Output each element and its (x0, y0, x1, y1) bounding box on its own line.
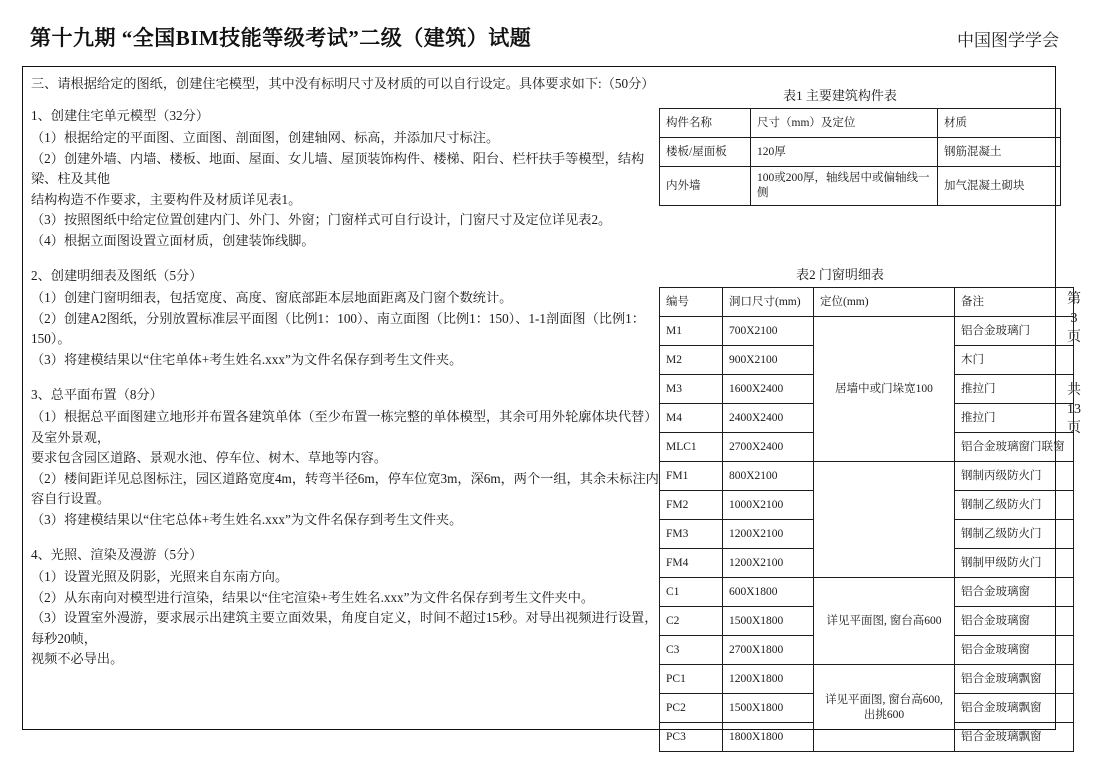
table2-r4-size: 2700X2400 (723, 433, 814, 462)
table2-r9-code: C1 (660, 578, 723, 607)
section-4-item-2: （2）从东南向对模型进行渲染，结果以“住宅渲染+考生姓名.xxx”为文件名保存到考生文件夹中。 (31, 589, 595, 605)
section-1-item-2: （2）创建外墙、内墙、楼板、地面、屋面、女儿墙、屋顶装饰构件、楼梯、阳台、栏杆扶手等模型，结构梁、柱及其他 (31, 150, 645, 186)
table2-r3-size: 2400X2400 (723, 404, 814, 433)
table2-r14-note: 铝合金玻璃飘窗 (955, 723, 1074, 752)
table2-col-header-code: 编号 (660, 288, 723, 317)
question-text-column (31, 73, 663, 684)
section-3-item-1: （1）根据总平面图建立地形并布置各建筑单体（至少布置一栋完整的单体模型，其余可用外轮廓体块代替）及室外景观， (31, 409, 658, 445)
table-row (660, 462, 1074, 491)
table2-position-doors: 居墙中或门垛宽100 (814, 317, 955, 462)
table2-r9-size: 600X1800 (723, 578, 814, 607)
content-frame (22, 66, 1065, 743)
question-intro: 三、请根据给定的图纸，创建住宅模型，其中没有标明尺寸及材质的可以自行设定。具体要求如下:（50分） (31, 76, 655, 91)
table2-col-header-size: 洞口尺寸(mm) (723, 288, 814, 317)
table2-r1-note: 木门 (955, 346, 1074, 375)
section-1-item-2-cont: 结构构造不作要求，主要构件及材质详见表1。 (31, 191, 302, 207)
section-1-item-1: （1）根据给定的平面图、立面图、剖面图，创建轴网、标高，并添加尺寸标注。 (31, 130, 500, 145)
table2-r7-code: FM3 (660, 520, 723, 549)
section-3-item-3: （3）将建模结果以“住宅总体+考生姓名.xxx”为文件名保存到考生文件夹。 (31, 511, 463, 527)
table2-r9-note: 铝合金玻璃窗 (955, 578, 1074, 607)
section-3 (31, 384, 663, 530)
table2-position-bay-windows: 详见平面图, 窗台高600, 出挑600 (814, 665, 955, 752)
table2-col-header-position: 定位(mm) (814, 288, 955, 317)
page-marker-total (1059, 381, 1089, 438)
table2-r5-size: 800X2100 (723, 462, 814, 491)
table2-r3-code: M4 (660, 404, 723, 433)
table2-r14-code: PC3 (660, 723, 723, 752)
tables-column (659, 85, 1065, 752)
table2-header-row (660, 288, 1074, 317)
table2-r12-size: 1200X1800 (723, 665, 814, 694)
table2-r13-note: 铝合金玻璃飘窗 (955, 694, 1074, 723)
page-marker-current (1059, 290, 1089, 347)
section-4-item-3-cont: 视频不必导出。 (31, 651, 124, 666)
table1-r1-size: 100或200厚，轴线居中或偏轴线一侧 (751, 167, 938, 206)
table2-r5-code: FM1 (660, 462, 723, 491)
table2-r1-code: M2 (660, 346, 723, 375)
table1-header-row (660, 109, 1061, 138)
table2-r3-note: 推拉门 (955, 404, 1074, 433)
section-2 (31, 265, 663, 370)
table2-r4-note: 铝合金玻璃窗门联窗 (955, 433, 1074, 462)
section-1-item-3: （3）按照图纸中给定位置创建内门、外门、外窗；门窗样式可自行设计，门窗尺寸及定位详见表2。 (31, 212, 612, 227)
table-row (660, 317, 1074, 346)
table2-r6-note: 钢制乙级防火门 (955, 491, 1074, 520)
table1-r1-material: 加气混凝土砌块 (938, 167, 1061, 206)
section-2-item-3: （3）将建模结果以“住宅单体+考生姓名.xxx”为文件名保存到考生文件夹。 (31, 351, 463, 367)
table2-r7-note: 钢制乙级防火门 (955, 520, 1074, 549)
table2-position-fire-doors (814, 462, 955, 578)
table2-r8-size: 1200X2100 (723, 549, 814, 578)
table2-r6-code: FM2 (660, 491, 723, 520)
table2-r2-size: 1600X2400 (723, 375, 814, 404)
table-door-window-schedule (659, 287, 1074, 752)
table2-r2-code: M3 (660, 375, 723, 404)
table2-r11-note: 铝合金玻璃窗 (955, 636, 1074, 665)
table1-r0-size: 120厚 (751, 138, 938, 167)
table-row (660, 138, 1061, 167)
document-title: 第十九期 “全国BIM技能等级考试”二级（建筑）试题 (30, 26, 532, 50)
section-3-item-2: （2）楼间距详见总图标注，园区道路宽度4m，转弯半径6m，停车位宽3m，深6m，两个一组，其余未标注内容自行设置。 (31, 470, 659, 506)
section-4-item-1: （1）设置光照及阴影，光照来自东南方向。 (31, 569, 289, 584)
table-spacer (659, 206, 1049, 264)
table2-r12-code: PC1 (660, 665, 723, 694)
table1-col-header-material: 材质 (938, 109, 1061, 138)
table2-r6-size: 1000X2100 (723, 491, 814, 520)
table1-col-header-size: 尺寸（mm）及定位 (751, 109, 938, 138)
section-1-item-4: （4）根据立面图设置立面材质，创建装饰线脚。 (31, 232, 315, 248)
page-marker-total-number: 13 (1067, 402, 1081, 417)
table2-r8-code: FM4 (660, 549, 723, 578)
table1-col-header-name: 构件名称 (660, 109, 751, 138)
table2-r14-size: 1800X1800 (723, 723, 814, 752)
table2-r7-size: 1200X2100 (723, 520, 814, 549)
table2-r2-note: 推拉门 (955, 375, 1074, 404)
section-4-heading: 4、光照、渲染及漫游（5分） (31, 547, 203, 562)
table-row (660, 665, 1074, 694)
page-header (0, 22, 1097, 62)
section-4-item-3: （3）设置室外漫游，要求展示出建筑主要立面效果，角度自定义，时间不超过15秒。对导出视频进行设置，每秒20帧， (31, 610, 658, 646)
page-marker (1059, 290, 1089, 472)
section-4 (31, 544, 663, 670)
table2-caption: 表2 门窗明细表 (796, 267, 884, 282)
table2-r11-size: 2700X1800 (723, 636, 814, 665)
table-row (660, 167, 1061, 206)
page-marker-current-number: 3 (1070, 311, 1078, 326)
table1-r0-name: 楼板/屋面板 (660, 138, 751, 167)
table2-r10-size: 1500X1800 (723, 607, 814, 636)
table2-r13-code: PC2 (660, 694, 723, 723)
page-marker-current-prefix: 第 (1067, 292, 1081, 307)
table2-col-header-note: 备注 (955, 288, 1074, 317)
section-1-heading: 1、创建住宅单元模型（32分） (31, 108, 210, 123)
page-marker-total-suffix: 页 (1067, 421, 1081, 436)
table2-r8-note: 钢制甲级防火门 (955, 549, 1074, 578)
table2-r10-code: C2 (660, 607, 723, 636)
table-building-components (659, 108, 1061, 206)
table2-r1-size: 900X2100 (723, 346, 814, 375)
table2-r10-note: 铝合金玻璃窗 (955, 607, 1074, 636)
organization-name: 中国图学学会 (957, 31, 1059, 50)
table-row (660, 578, 1074, 607)
table2-r11-code: C3 (660, 636, 723, 665)
section-1 (31, 105, 663, 251)
table2-r5-note: 钢制丙级防火门 (955, 462, 1074, 491)
table2-r0-size: 700X2100 (723, 317, 814, 346)
section-2-heading: 2、创建明细表及图纸（5分） (31, 268, 203, 283)
page-marker-total-prefix: 共 (1067, 383, 1081, 398)
table2-r4-code: MLC1 (660, 433, 723, 462)
table2-r0-code: M1 (660, 317, 723, 346)
table1-caption: 表1 主要建筑构件表 (783, 88, 897, 103)
table1-r0-material: 钢筋混凝土 (938, 138, 1061, 167)
page-marker-current-suffix: 页 (1067, 330, 1081, 345)
section-2-item-2: （2）创建A2图纸，分别放置标准层平面图（比例1：100）、南立面图（比例1：150）、1-1剖面图（比例1：150）。 (31, 310, 645, 346)
section-3-heading: 3、总平面布置（8分） (31, 387, 163, 402)
table2-position-windows: 详见平面图, 窗台高600 (814, 578, 955, 665)
table1-r1-name: 内外墙 (660, 167, 751, 206)
table2-r12-note: 铝合金玻璃飘窗 (955, 665, 1074, 694)
table2-r13-size: 1500X1800 (723, 694, 814, 723)
section-3-item-1-cont: 要求包含园区道路、景观水池、停车位、树木、草地等内容。 (31, 450, 388, 465)
section-2-item-1: （1）创建门窗明细表，包括宽度、高度、窗底部距本层地面距离及门窗个数统计。 (31, 290, 513, 305)
table2-r0-note: 铝合金玻璃门 (955, 317, 1074, 346)
